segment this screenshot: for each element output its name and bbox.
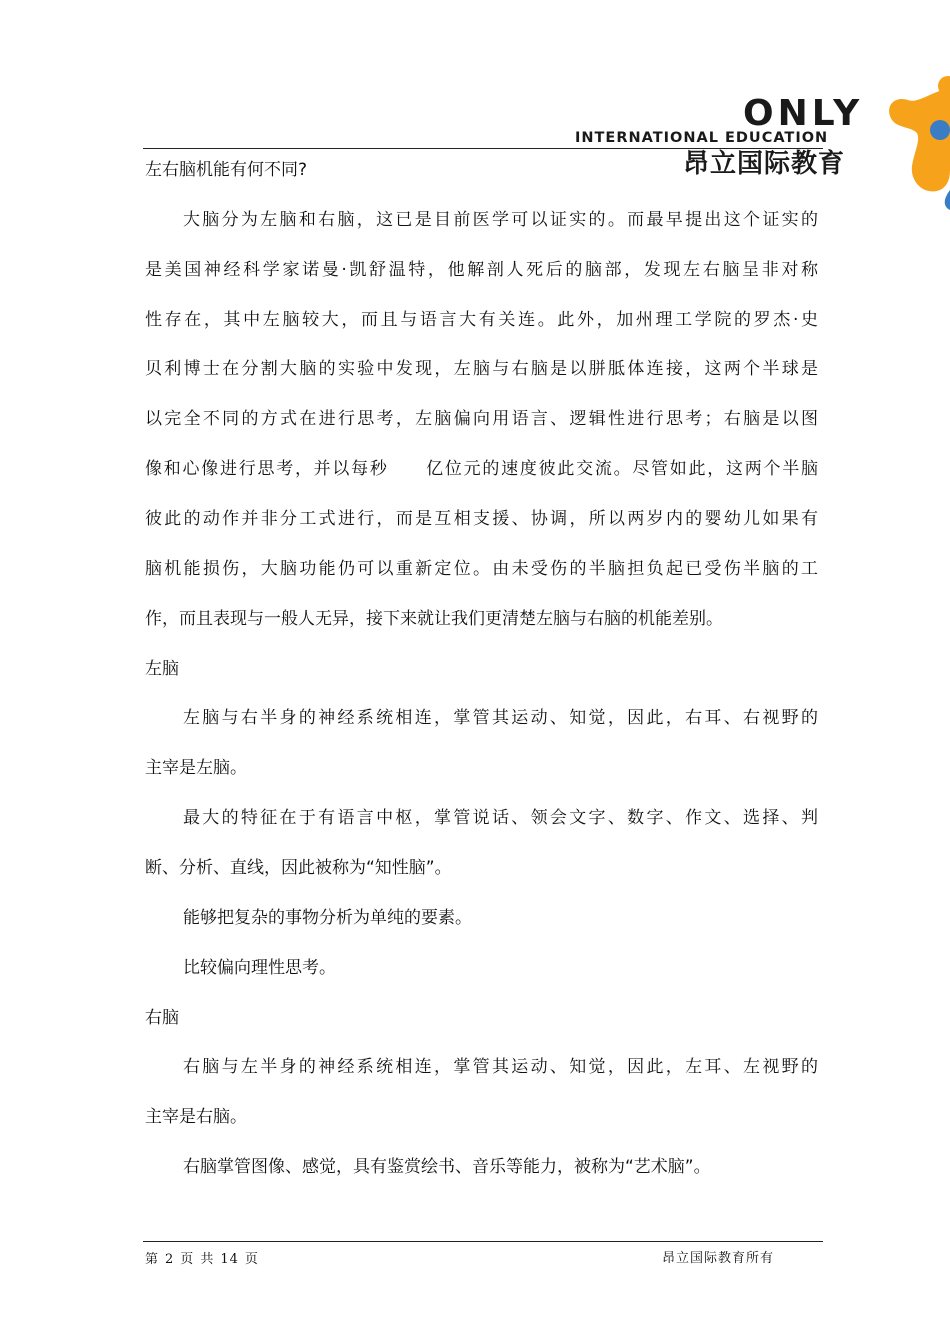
body-line: 性存在，其中左脑较大，而且与语言大有关连。此外，加州理工学院的罗杰·史 — [145, 310, 818, 330]
brand-logo-icon — [878, 70, 950, 210]
body-line: 主宰是右脑。 — [145, 1107, 247, 1127]
logo-wordmark: ONLY — [743, 93, 864, 134]
body-line: 彼此的动作并非分工式进行，而是互相支援、协调，所以两岁内的婴幼儿如果有 — [145, 509, 818, 529]
section-heading-right-brain: 右脑 — [145, 1008, 179, 1028]
page-total: 14 — [220, 1252, 239, 1267]
page-counter — [145, 1248, 265, 1267]
body-line: 作，而且表现与一般人无异，接下来就让我们更清楚左脑与右脑的机能差别。 — [145, 609, 723, 629]
body-line: 大脑分为左脑和右脑，这已是目前医学可以证实的。而最早提出这个证实的 — [183, 210, 818, 230]
body-line: 最大的特征在于有语言中枢，掌管说话、领会文字、数字、作文、选择、判 — [183, 808, 818, 828]
page-label: 第 — [145, 1252, 160, 1267]
footer-divider — [143, 1241, 823, 1242]
body-line: 左脑与右半身的神经系统相连，掌管其运动、知觉，因此，右耳、右视野的 — [183, 708, 818, 728]
body-line: 比较偏向理性思考。 — [183, 958, 336, 978]
body-line: 脑机能损伤，大脑功能仍可以重新定位。由未受伤的半脑担负起已受伤半脑的工 — [145, 559, 818, 579]
body-line: 是美国神经科学家诺曼·凯舒温特，他解剖人死后的脑部，发现左右脑呈非对称 — [145, 260, 818, 280]
page-label: 页 — [180, 1252, 195, 1267]
logo-chinese-name: 昂立国际教育 — [683, 149, 846, 179]
page-label: 共 — [200, 1252, 215, 1267]
body-line: 主宰是左脑。 — [145, 758, 247, 778]
body-line: 断、分析、直线，因此被称为“知性脑”。 — [145, 858, 452, 878]
page-label: 页 — [244, 1252, 259, 1267]
body-line: 像和心像进行思考，并以每秒 亿位元的速度彼此交流。尽管如此，这两个半脑 — [145, 459, 818, 479]
header-divider — [143, 148, 823, 149]
page-number: 2 — [165, 1252, 175, 1267]
body-line: 以完全不同的方式在进行思考，左脑偏向用语言、逻辑性进行思考；右脑是以图 — [145, 409, 818, 429]
body-line: 能够把复杂的事物分析为单纯的要素。 — [183, 908, 472, 928]
footer-copyright: 昂立国际教育所有 — [662, 1251, 775, 1266]
body-line: 右脑掌管图像、感觉，具有鉴赏绘书、音乐等能力，被称为“艺术脑”。 — [183, 1157, 711, 1177]
logo-subtitle: INTERNATIONAL EDUCATION — [575, 130, 829, 146]
section-heading-left-brain: 左脑 — [145, 659, 179, 679]
body-line: 贝利博士在分割大脑的实验中发现，左脑与右脑是以胼胝体连接，这两个半球是 — [145, 359, 818, 379]
body-line: 右脑与左半身的神经系统相连，掌管其运动、知觉，因此，左耳、左视野的 — [183, 1057, 818, 1077]
document-title: 左右脑机能有何不同? — [145, 160, 308, 180]
